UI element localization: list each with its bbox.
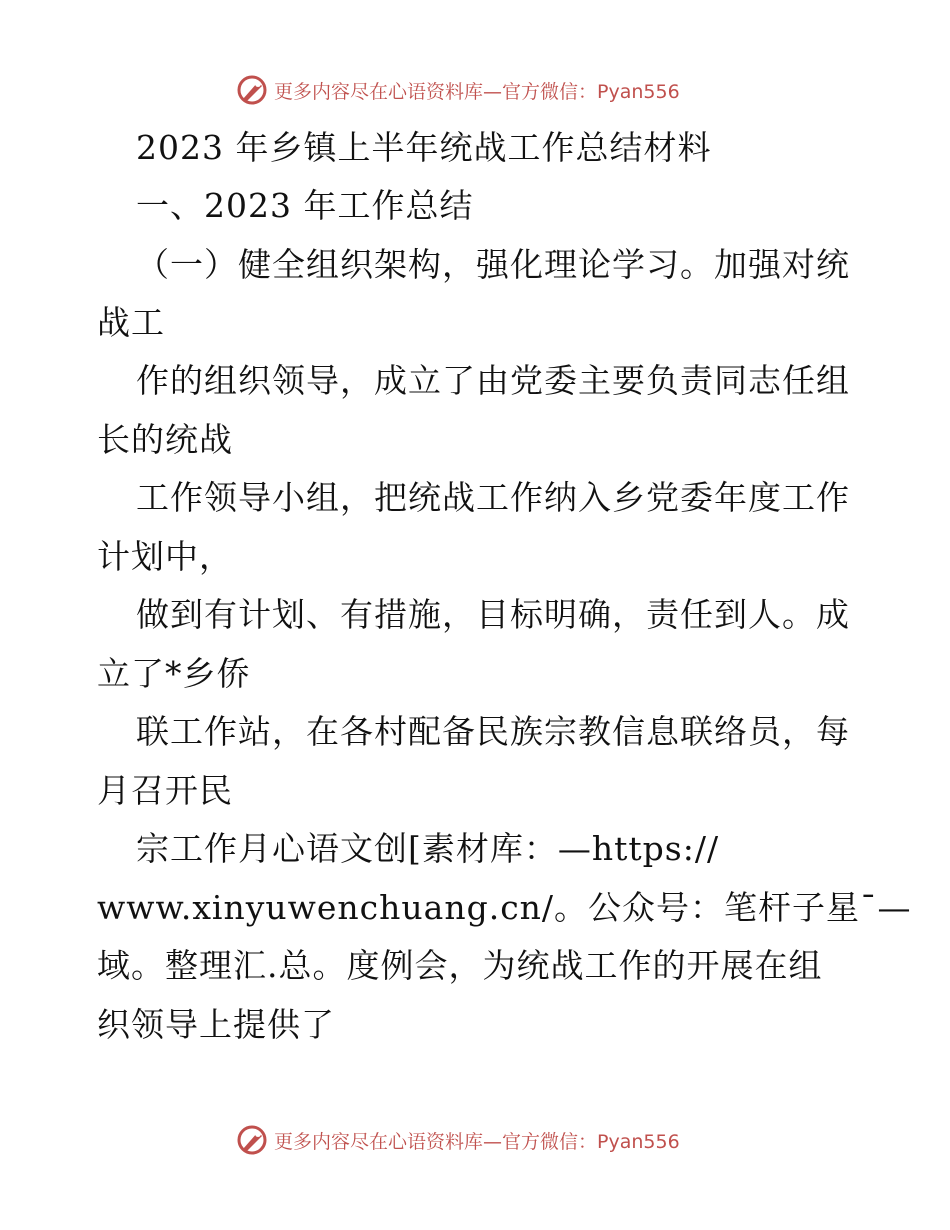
body-line: 立了*乡侨 [97, 654, 251, 693]
body-line: 工作领导小组，把统战工作纳入乡党委年度工作 [136, 478, 850, 517]
document-title: 2023 年乡镇上半年统战工作总结材料 [136, 128, 712, 167]
body-line: 月召开民 [97, 771, 233, 810]
body-line: 联工作站，在各村配备民族宗教信息联络员，每 [136, 712, 850, 751]
body-line: 计划中， [97, 537, 233, 576]
pen-in-circle-icon [236, 1124, 268, 1156]
body-line: www.xinyuwenchuang.cn/。公众号：笔杆子星¯— [97, 888, 912, 927]
body-line: 作的组织领导，成立了由党委主要负责同志任组 [136, 361, 850, 400]
section-heading: 一、2023 年工作总结 [136, 186, 474, 225]
footer-watermark [236, 1123, 680, 1157]
header-watermark [236, 73, 680, 107]
watermark-text: 更多内容尽在心语资料库—官方微信：Pyan556 [274, 80, 680, 103]
body-line: 战工 [97, 303, 165, 342]
watermark-text: 更多内容尽在心语资料库—官方微信：Pyan556 [274, 1130, 680, 1153]
body-line: 长的统战 [97, 420, 233, 459]
body-line: 做到有计划、有措施，目标明确，责任到人。成 [136, 595, 850, 634]
body-line: （一）健全组织架构，强化理论学习。加强对统 [136, 245, 850, 284]
body-line: 宗工作月心语文创[素材库：—https:// [136, 829, 720, 868]
body-line: 域。整理汇.总。度例会，为统战工作的开展在组 [97, 946, 823, 985]
pen-in-circle-icon [236, 74, 268, 106]
body-line: 织领导上提供了 [97, 1005, 335, 1044]
